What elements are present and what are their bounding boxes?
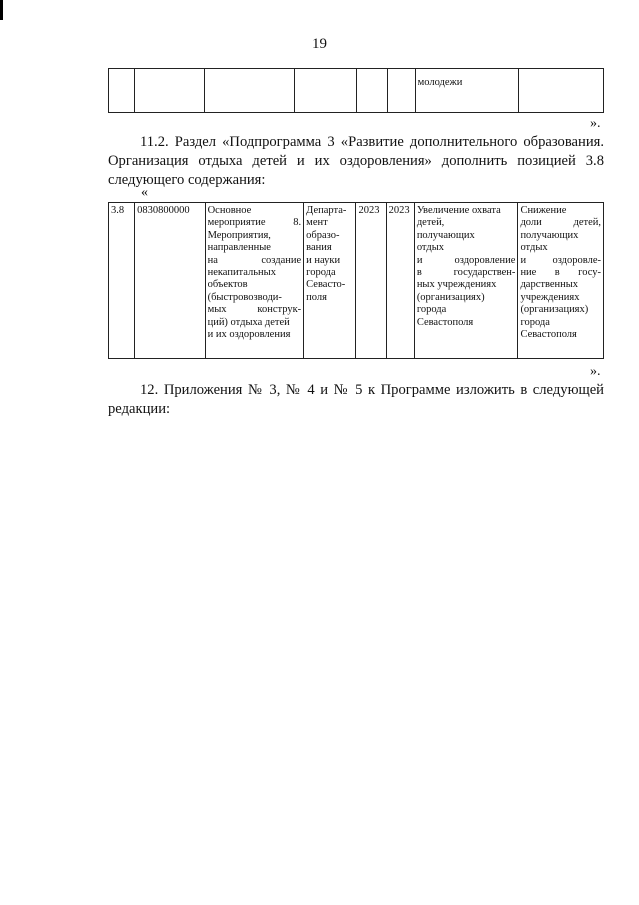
- activity-line: Мероприятия,: [207, 229, 271, 241]
- executor-line: и науки: [306, 254, 341, 266]
- table-cell: [295, 69, 357, 113]
- activity-line: Основное: [207, 205, 252, 216]
- indicator-line: ние в госу-: [520, 267, 601, 279]
- table-cell: [357, 69, 387, 113]
- page-number: 19: [312, 36, 327, 52]
- executor-line: Департа-: [306, 205, 347, 216]
- indicator-line: доли детей,: [520, 217, 601, 229]
- activity-line: мых конструк-: [207, 304, 302, 316]
- indicator-line: отдых: [520, 242, 548, 254]
- cell-number: 3.8: [109, 203, 135, 359]
- position-table: [108, 202, 604, 359]
- activity-line: (быстровозводи-: [207, 291, 282, 303]
- indicator-line: Снижение: [520, 205, 567, 216]
- executor-line: образо-: [306, 229, 340, 241]
- executor-line: поля: [306, 291, 327, 303]
- result-line: города: [416, 304, 447, 316]
- scan-edge-mark: [0, 0, 3, 20]
- activity-line: объектов: [207, 279, 248, 291]
- paragraph-11-2-line-2: Организация отдыха детей и их оздоровления» дополнить позицией 3.8: [108, 153, 604, 169]
- result-line: ных учреждениях: [416, 279, 497, 291]
- cell-indicator: [518, 203, 604, 359]
- activity-line: и их оздоровления: [207, 329, 291, 341]
- result-line: отдых: [416, 242, 445, 254]
- indicator-line: учреждениях: [520, 291, 580, 303]
- indicator-line: города: [520, 316, 550, 328]
- table-cell: [415, 69, 518, 113]
- cell-result: [414, 203, 518, 359]
- indicator-line: Севастополя: [520, 329, 577, 341]
- table-cell: [518, 69, 603, 113]
- result-line: (организациях): [416, 291, 485, 303]
- table-cell: [135, 69, 205, 113]
- table-cell: [109, 69, 135, 113]
- result-line: детей,: [416, 217, 445, 229]
- table-cell: [387, 69, 415, 113]
- indicator-line: дарственных: [520, 279, 579, 291]
- result-line: в государствен-: [416, 267, 516, 279]
- activity-line: некапитальных: [207, 267, 276, 279]
- activity-line: мероприятие 8.: [207, 217, 302, 229]
- closing-quote: ».: [590, 364, 601, 379]
- cell-year-start: 2023: [356, 203, 386, 359]
- paragraph-12-line-2: редакции:: [108, 401, 171, 417]
- cell-activity: [205, 203, 304, 359]
- result-line: Увеличение охвата: [416, 205, 501, 216]
- paragraph-11-2-line-1: 11.2. Раздел «Подпрограмма 3 «Развитие дополнительного образования.: [140, 134, 604, 150]
- paragraph-12-line-1: 12. Приложения № 3, № 4 и № 5 к Программе изложить в следующей: [140, 382, 604, 398]
- indicator-line: получающих: [520, 229, 579, 241]
- closing-quote: ».: [590, 116, 601, 131]
- result-line: получающих: [416, 229, 475, 241]
- activity-line: на создание: [207, 254, 302, 266]
- result-line: и оздоровление: [416, 254, 516, 266]
- opening-quote: «: [141, 185, 148, 200]
- activity-line: ций) отдыха детей: [207, 316, 290, 328]
- indicator-line: (организациях): [520, 304, 589, 316]
- table-cell: [205, 69, 295, 113]
- indicator-line: и оздоровле-: [520, 254, 601, 266]
- cell-code: 0830800000: [135, 203, 205, 359]
- cell-text: молодежи: [417, 77, 463, 88]
- cell-year-end: 2023: [386, 203, 414, 359]
- result-line: Севастополя: [416, 316, 474, 328]
- executor-line: Севасто-: [306, 279, 346, 291]
- executor-line: вания: [306, 242, 332, 254]
- cell-executor: [304, 203, 356, 359]
- paragraph-11-2-line-3: следующего содержания:: [108, 172, 266, 188]
- executor-line: города: [306, 267, 336, 279]
- continued-table: [108, 68, 604, 113]
- activity-line: направленные: [207, 242, 271, 254]
- executor-line: мент: [306, 217, 328, 229]
